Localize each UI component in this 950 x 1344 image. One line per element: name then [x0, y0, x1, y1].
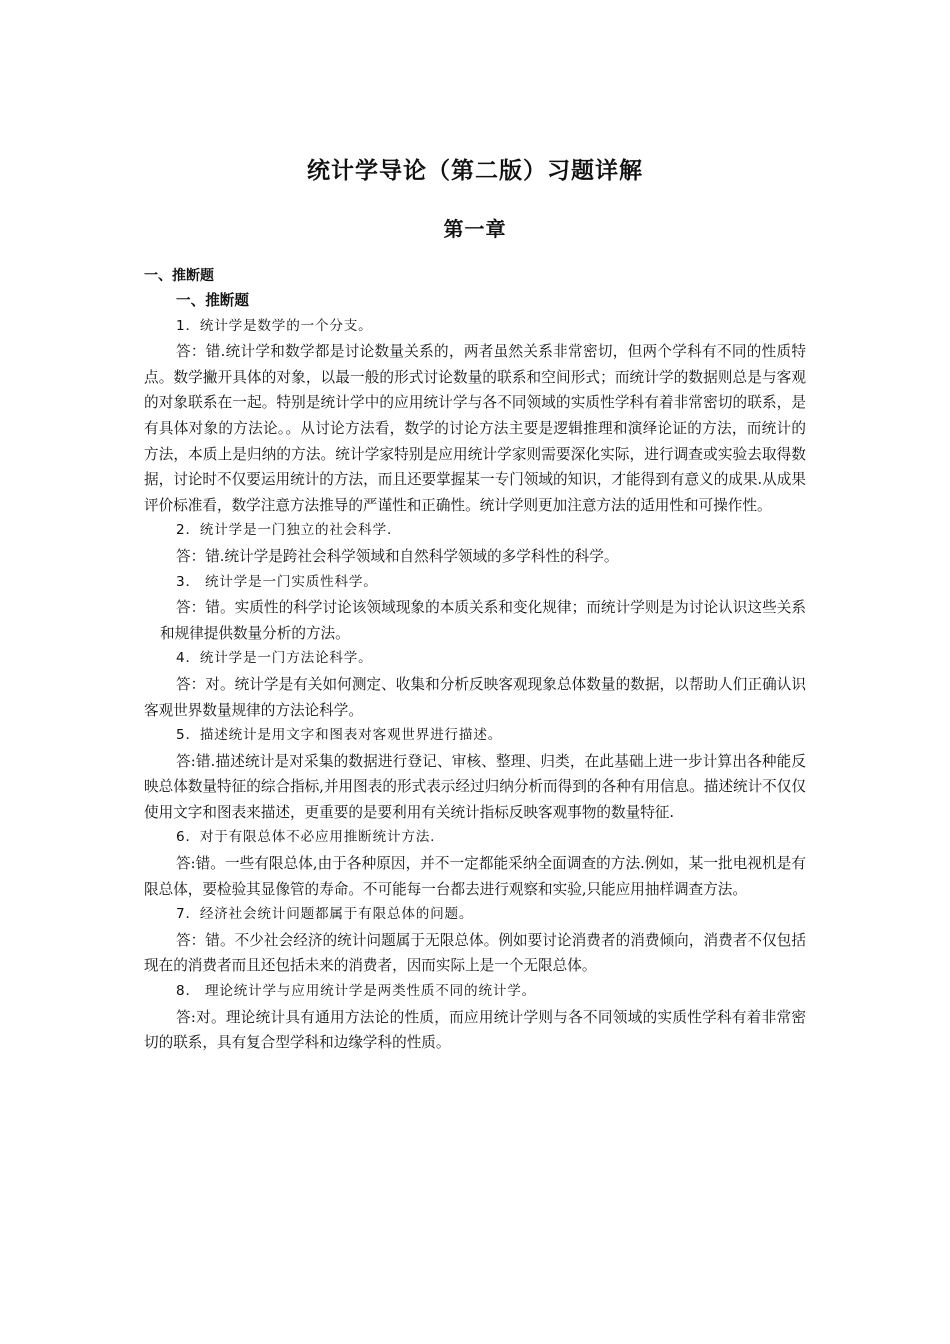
answer-7: 答：错。不少社会经济的统计问题属于无限总体。例如要讨论消费者的消费倾向，消费者不仅包括现在的消费者而且还包括未来的消费者，因而实际上是一个无限总体。: [144, 931, 806, 975]
document-body: [144, 288, 806, 1056]
answer-1: 答：错.统计学和数学都是讨论数量关系的，两者虽然关系非常密切，但两个学科有不同的性质特点。数学撇开具体的对象，以最一般的形式讨论数量的联系和空间形式；而统计学的数据则总是与客观的对象联系在一起。特别是统计学中的应用统计学与各不同领域的实质性学科有着非常密切的联系，是有具体对象的方法论。。从讨论方法看，数学的讨论方法主要是逻辑推理和演绎论证的方法，而统计的方法，本质上是归纳的方法。统计学家特别是应用统计学家则需要深化实际，进行调查或实验去取得数据，讨论时不仅要运用统计的方法，而且还要掌握某一专门领域的知识，才能得到有意义的成果.从成果评价标准看，数学注意方法推导的严谨性和正确性。统计学则更加注意方法的适用性和可操作性。: [144, 343, 806, 514]
answer-4: 答：对。统计学是有关如何测定、收集和分析反映客观现象总体数量的数据，以帮助人们正确认识客观世界数量规律的方法论科学。: [144, 675, 806, 719]
question-8: 8． 理论统计学与应用统计学是两类性质不同的统计学。: [176, 983, 537, 1000]
question-3: 3． 统计学是一门实质性科学。: [176, 573, 378, 590]
question-2: 2．统计学是一门独立的社会科学.: [176, 522, 393, 539]
answer-2: 答：错.统计学是跨社会科学领域和自然科学领域的多学科性的科学。: [176, 547, 619, 565]
question-6: 6．对于有限总体不必应用推断统计方法.: [176, 829, 436, 846]
answer-8: 答:对。理论统计具有通用方法论的性质，而应用统计学则与各不同领域的实质性学科有着非常密切的联系，具有复合型学科和边缘学科的性质。: [144, 1008, 806, 1052]
section-heading: 一、推断题: [144, 268, 214, 284]
document-title: 统计学导论（第二版）习题详解: [307, 158, 643, 184]
chapter-heading: 第一章: [443, 217, 507, 241]
question-1: 1．统计学是数学的一个分支。: [176, 317, 373, 334]
question-4: 4．统计学是一门方法论科学。: [176, 650, 373, 667]
subsection-heading: 一、推断题: [176, 292, 249, 309]
question-7: 7．经济社会统计问题都属于有限总体的问题。: [176, 906, 474, 923]
question-5: 5．描述统计是用文字和图表对客观世界进行描述。: [176, 727, 503, 744]
answer-6: 答:错。一些有限总体,由于各种原因，并不一定都能采纳全面调查的方法.例如，某一批电视机是有限总体，要检验其显像管的寿命。不可能每一台都去进行观察和实验,只能应用抽样调查方法。: [144, 855, 806, 898]
answer-3: 答：错。实质性的科学讨论该领域现象的本质关系和变化规律；而统计学则是为讨论认识这些关系和规律提供数量分析的方法。: [160, 599, 806, 642]
answer-5: 答:错.描述统计是对采集的数据进行登记、审核、整理、归类，在此基础上进一步计算出各种能反映总体数量特征的综合指标,并用图表的形式表示经过归纳分析而得到的各种有用信息。描述统计不仅仅使用文字和图表来描述，更重要的是要利用有关统计指标反映客观事物的数量特征.: [144, 752, 806, 821]
